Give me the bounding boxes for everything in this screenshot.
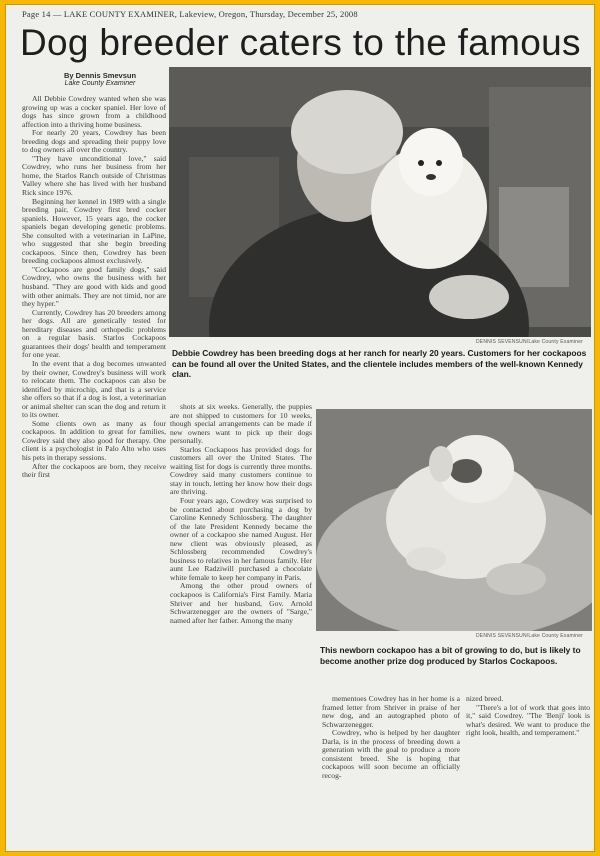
byline-org: Lake County Examiner <box>64 80 136 87</box>
paragraph: Starlos Cockapoos has provided dogs for customers all over the United States. The waiting list for dogs is currently three months. Cowdrey said many customers continue to stay in touch, letting her know how their dogs are thriving. <box>170 444 312 497</box>
photo-newborn-puppy <box>316 409 592 631</box>
paragraph: Some clients own as many as four cockapoos. In addition to great for families, Cowdrey said they also good for therapy. One client is a psychologist in Palo Alto who uses his pets in therapy sessions. <box>22 418 166 462</box>
paragraph: After the cockapoos are born, they receive their first <box>22 461 166 480</box>
paragraph: Beginning her kennel in 1989 with a single breeding pair, Cowdrey first bred cocker spaniels. However, 15 years ago, the cocker spaniels began developing genetic problems. She consulted with a veterinarian in LaPine, who suggested that she begin breeding cockapoos. Since then, Cowdrey has been breeding cockapoos almost exclusively. <box>22 196 166 266</box>
dateline: Page 14 — LAKE COUNTY EXAMINER, Lakeview, Oregon, Thursday, December 25, 2008 <box>22 9 358 19</box>
paragraph: "Cockapoos are good family dogs," said Cowdrey, who owns the business with her husband. "They are good with kids and good with other animals. They are not timid, nor are they hyper." <box>22 264 166 309</box>
headline: Dog breeder caters to the famous <box>20 22 581 63</box>
paragraph: Four years ago, Cowdrey was surprised to be contacted about purchasing a dog by Caroline Kennedy Schlossberg. The daughter of the late President Kennedy became the owner of a cockapoo she named August. Her new client was obviously pleased, as Schlossberg recommended Cowdrey's business to relatives in her famous family. Her aunt Lee Radziwill purchased a chocolate white female to keep her company in Paris. <box>170 496 312 582</box>
paragraph: shots at six weeks. Generally, the puppies are not shipped to customers for 10 weeks, though special arrangements can be made if new owners want to pick up their dogs personally. <box>170 403 312 446</box>
paragraph: For nearly 20 years, Cowdrey has been breeding dogs and spreading their puppy love to dog owners all over the country. <box>22 128 166 155</box>
paragraph: All Debbie Cowdrey wanted when she was growing up was a cocker spaniel. Her love of dogs has since grown from a childhood affection into a thriving home business. <box>22 95 166 129</box>
article-column-2 <box>170 403 312 850</box>
photo-caption: This newborn cockapoo has a bit of growing to do, but is likely to become another prize dog produced by Starlos Cockapoos. <box>320 645 581 666</box>
photo-caption: Debbie Cowdrey has been breeding dogs at her ranch for nearly 20 years. Customers for her cockapoos can be found all over the United States, and the clientele includes members of the well-known Kennedy clan. <box>172 348 587 379</box>
article-column-4 <box>466 695 590 850</box>
byline-author: By Dennis Smevsun <box>63 71 137 80</box>
paragraph: "There's a lot of work that goes into it," said Cowdrey. "The 'Benji' look is what's desired. We want to produce the right look, health, and temperament." <box>466 702 590 738</box>
byline <box>36 71 164 87</box>
paragraph: Among the other proud owners of cockapoos is California's First Family. Maria Shriver and her husband, Gov. Arnold Schwarzenegger are the owners of "Sarge," named after her father. Among the many <box>170 581 312 625</box>
newspaper-page <box>5 4 595 852</box>
photo-breeder-with-dog <box>169 67 591 337</box>
photo-credit: DENNIS SEVENSUN/Lake County Examiner <box>476 633 583 639</box>
photo-credit: DENNIS SEVENSUN/Lake County Examiner <box>476 339 583 345</box>
article-column-1 <box>22 95 166 850</box>
paragraph: Cowdrey, who is helped by her daughter Darla, is in the process of breeding down a generation with the goal to produce a more consistent breed. She is hoping that cockapoos will soon become an officially recog- <box>322 728 460 780</box>
paragraph: nized breed. <box>466 695 504 703</box>
article-column-3 <box>322 695 460 850</box>
paragraph: Currently, Cowdrey has 20 breeders among her dogs. All are genetically tested for hereditary diseases and orthopedic problems on a regular basis. Starlos Cockapoos guarantees their dogs' health and temperament for one year. <box>22 307 166 360</box>
paragraph: In the event that a dog becomes unwanted by their owner, Cowdrey's business will work to relocate them. The cockapoos can also be identified by microchip, and that is a service she offers so that if a dog is lost, a veterinarian or animal shelter can scan the dog and return it to its owner. <box>22 358 166 420</box>
paragraph: "They have unconditional love," said Cowdrey, who runs her business from her home, the Starlos Ranch outside of Christmas Valley where she has lived with her husband Rick since 1976. <box>22 153 166 198</box>
paragraph: mementoes Cowdrey has in her home is a framed letter from Shriver in praise of her new dog, and an autographed photo of Schwarzenegger. <box>322 695 460 729</box>
